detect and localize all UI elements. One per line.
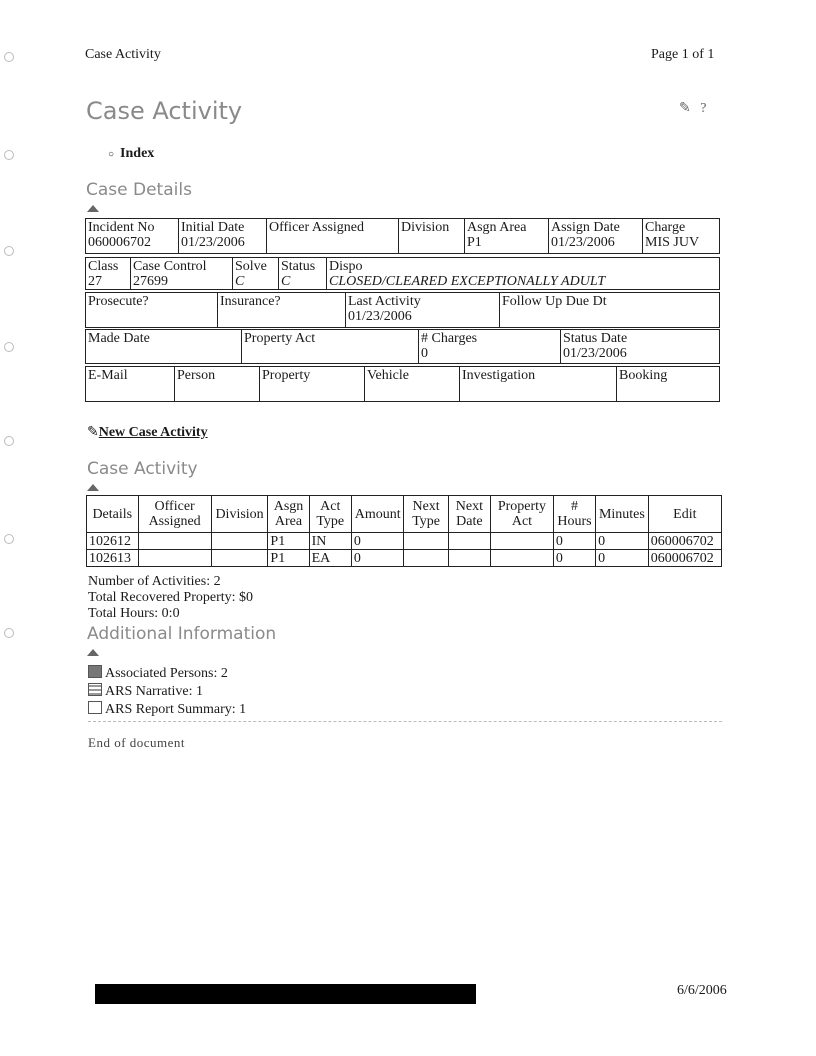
end-of-document: End of document [88,735,186,750]
additional-info-list [88,665,246,718]
cell-edit-link[interactable]: 060006702 [648,550,721,567]
redaction-bar [95,984,476,1004]
cell-hours: 0 [553,550,595,567]
field-division: Division [398,219,464,253]
margin-mark [4,628,14,638]
field-made-date: Made Date [88,331,150,346]
collapse-arrow-icon[interactable] [87,649,99,656]
tab-property[interactable]: Property [259,367,364,401]
table-row [87,550,722,567]
cell-property-act [491,533,554,550]
cell-minutes: 0 [596,550,649,567]
cell-officer [138,550,211,567]
table-row [87,533,722,550]
cell-asgn-area: P1 [268,533,309,550]
cell-amount: 0 [351,550,404,567]
list-item[interactable] [88,665,246,682]
print-header-title: Case Activity [85,47,161,62]
tab-booking[interactable]: Booking [616,367,719,401]
field-officer-assigned: Officer Assigned [266,219,398,253]
field-charges-count: # Charges 0 [418,330,560,363]
margin-mark [4,150,14,160]
col-division: Division [211,496,268,533]
case-details-title: Case Details [86,180,192,200]
margin-mark [4,246,14,256]
associated-persons-label: Associated Persons: 2 [105,666,228,681]
col-asgn-area: Asgn Area [268,496,309,533]
cell-next-date [448,550,490,567]
case-details-row-1 [85,218,720,254]
cell-minutes: 0 [596,533,649,550]
case-details-row-5 [85,366,720,402]
narrative-icon [88,683,102,696]
table-header-row [87,496,722,533]
activity-count: Number of Activities: 2 [88,574,221,589]
col-officer-assigned: Officer Assigned [138,496,211,533]
total-hours: Total Hours: 0:0 [88,606,180,621]
report-icon [88,701,102,714]
case-activity-table [86,495,722,567]
cell-next-date [448,533,490,550]
collapse-arrow-icon[interactable] [87,205,99,212]
cell-division [211,533,268,550]
field-solve: Solve C [232,258,278,289]
index-link-label: Index [120,146,155,161]
cell-next-type [404,550,448,567]
field-incident-no: Incident No 060006702 [88,220,155,250]
field-status-date: Status Date 01/23/2006 [560,330,719,363]
col-next-type: Next Type [404,496,448,533]
case-details-row-4 [85,329,720,364]
case-details-row-3 [85,292,720,328]
additional-info-title: Additional Information [87,624,277,644]
field-asgn-area: Asgn Area P1 [464,219,548,253]
activity-summary [88,574,253,622]
margin-mark [4,436,14,446]
col-details: Details [87,496,139,533]
col-amount: Amount [351,496,404,533]
col-next-date: Next Date [448,496,490,533]
cell-officer [138,533,211,550]
cell-act-type: IN [309,533,351,550]
field-initial-date: Initial Date 01/23/2006 [178,219,266,253]
field-prosecute: Prosecute? [88,294,149,309]
cell-hours: 0 [553,533,595,550]
tab-person[interactable]: Person [174,367,259,401]
case-activity-title: Case Activity [87,459,198,479]
toolbar-icons [679,100,706,117]
cell-details-link[interactable]: 102613 [87,550,139,567]
persons-icon [88,665,102,678]
col-act-type: Act Type [309,496,351,533]
field-case-control: Case Control 27699 [130,258,232,289]
list-item[interactable] [88,701,246,718]
col-minutes: Minutes [596,496,649,533]
cell-next-type [404,533,448,550]
new-case-activity-label: New Case Activity [98,425,208,440]
field-class: Class 27 [88,259,119,289]
bullet-icon: ○ [108,149,115,160]
cell-property-act [491,550,554,567]
divider [88,721,722,722]
tab-vehicle[interactable]: Vehicle [364,367,459,401]
tab-e-mail[interactable]: E-Mail [88,368,128,383]
case-details-row-2 [85,257,720,290]
field-assign-date: Assign Date 01/23/2006 [548,219,642,253]
help-icon[interactable]: ? [700,101,707,116]
print-header-page: Page 1 of 1 [651,47,715,62]
list-item[interactable] [88,683,246,700]
margin-mark [4,342,14,352]
margin-mark [4,534,14,544]
field-insurance: Insurance? [217,293,345,327]
cell-division [211,550,268,567]
field-last-activity: Last Activity 01/23/2006 [345,293,499,327]
collapse-arrow-icon[interactable] [87,484,99,491]
edit-icon[interactable]: ✎ [679,101,691,116]
field-status: Status C [278,258,326,289]
col-hours: # Hours [553,496,595,533]
field-property-act: Property Act [241,330,418,363]
col-edit: Edit [648,496,721,533]
cell-details-link[interactable]: 102612 [87,533,139,550]
cell-asgn-area: P1 [268,550,309,567]
ars-report-summary-label: ARS Report Summary: 1 [105,702,247,717]
cell-amount: 0 [351,533,404,550]
field-dispo: Dispo CLOSED/CLEARED EXCEPTIONALLY ADULT [326,258,719,289]
recovered-property: Total Recovered Property: $0 [88,590,254,605]
col-property-act: Property Act [491,496,554,533]
footer-date: 6/6/2006 [677,983,727,998]
page-title: Case Activity [86,97,243,125]
field-follow-up-due-dt: Follow Up Due Dt [499,293,719,327]
edit-icon: ✎ [87,425,99,440]
cell-act-type: EA [309,550,351,567]
field-charge: Charge MIS JUV [642,219,719,253]
cell-edit-link[interactable]: 060006702 [648,533,721,550]
margin-mark [4,52,14,62]
index-link[interactable] [108,146,154,162]
new-case-activity-link[interactable] [87,424,208,441]
ars-narrative-label: ARS Narrative: 1 [105,684,203,699]
tab-investigation[interactable]: Investigation [459,367,616,401]
